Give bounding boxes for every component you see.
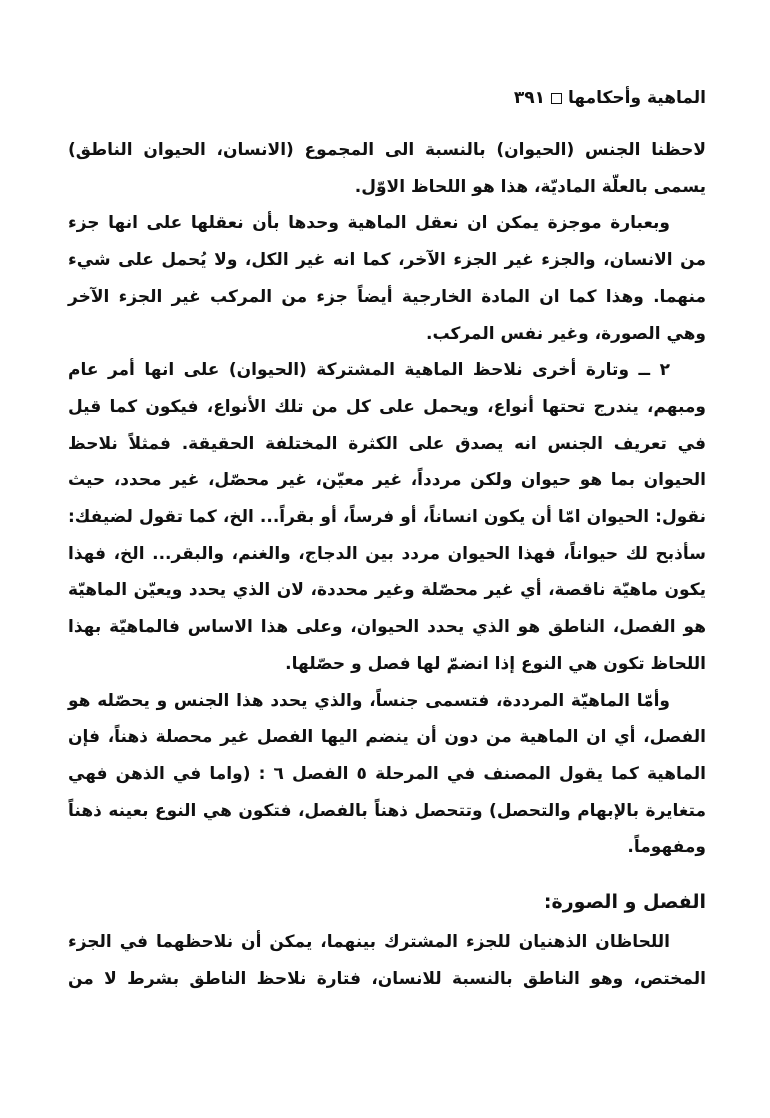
page-number: ٣٩١ — [513, 88, 545, 108]
paragraph: وأمّا الماهيّة المرددة، فتسمى جنساً، والذي يحدد هذا الجنس و يحصّله هو الفصل، أي ان الماهية من دون أن ينضم اليها الفصل غير محصلة ذهناً، فإن الماهية كما يقول المصنف في المرحلة ٥ الفصل ٦ : (واما في الذهن فهي متغايرة بالإبهام والتحصل) وتتحصل ذهناً بالفصل، فتكون هي النوع بعينه ذهناً ومفهوماً. — [68, 690, 706, 858]
square-bullet-icon — [551, 93, 562, 104]
paragraph: وبعبارة موجزة يمكن ان نعقل الماهية وحدها بأن نعقلها على انها جزء من الانسان، والجزء غير الجزء الآخر، كما انه غير الكل، ولا يُحمل على شيء منهما. وهذا كما ان المادة الخارجية أيضاً جزء من المركب غير الجزء الآخر وهي الصورة، وغير نفس المركب. — [68, 213, 706, 344]
paragraph: لاحظنا الجنس (الحيوان) بالنسبة الى المجموع (الانسان، الحيوان الناطق) يسمى بالعلّة الماديّة، هذا هو اللحاظ الاوّل. — [68, 140, 706, 197]
paragraph: اللحاظان الذهنيان للجزء المشترك بينهما، يمكن أن نلاحظهما في الجزء المختص، وهو الناطق بالنسبة للانسان، فتارة نلاحظ الناطق بشرط لا من — [68, 932, 706, 989]
header-title: الماهية وأحكامها — [568, 88, 706, 108]
section-text — [68, 924, 706, 997]
paragraph: ٢ ــ وتارة أخرى نلاحظ الماهية المشتركة (الحيوان) على انها أمر عام ومبهم، يندرج تحتها أنواع، ويحمل على كل من تلك الأنواع، فيكون كما قيل في تعريف الجنس انه يصدق على الكثرة المختلفة الحقيقة. فمثلاً نلاحظ الحيوان بما هو حيوان ولكن مردداً، غير معيّن، غير محصّل، غير محدد، حيث نقول: الحيوان امّا أن يكون انساناً، أو فرساً، أو بقراً... الخ، كما تقول لضيفك: سأذبح لك حيواناً، فهذا الحيوان مردد بين الدجاج، والغنم، والبقر... الخ، فهذا يكون ماهيّة ناقصة، أي غير محصّلة وغير محددة، لان الذي يحدد ويعيّن الماهيّة هو الفصل، الناطق هو الذي يحدد الحيوان، وعلى هذا الاساس فالماهيّة بهذا اللحاظ تكون هي النوع إذا انضمّ لها فصل و حصّلها. — [68, 360, 706, 674]
running-header — [514, 88, 706, 108]
section-heading: الفصل و الصورة: — [543, 891, 706, 913]
body-text — [68, 132, 706, 866]
